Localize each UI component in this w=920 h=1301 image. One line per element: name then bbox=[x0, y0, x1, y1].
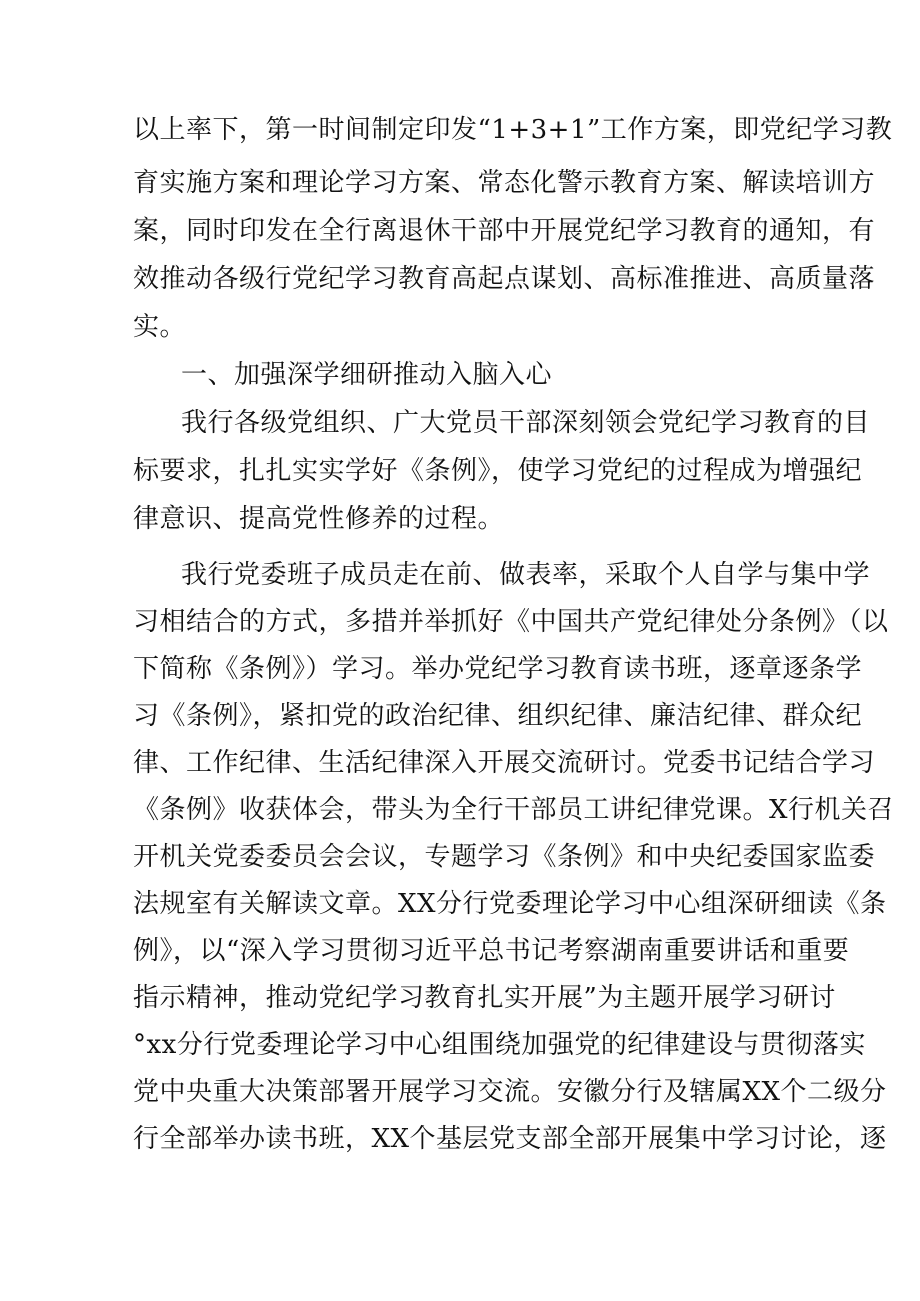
text-line: °xx分行党委理论学习中心组围绕加强党的纪律建设与贯彻落实 bbox=[133, 1030, 866, 1060]
text-line: 以上率下，第一时间制定印发“1+3+1”工作方案，即党纪学习教 bbox=[133, 115, 893, 145]
text-line: 律、工作纪律、生活纪律深入开展交流研讨。党委书记结合学习 bbox=[133, 748, 876, 778]
text-line: 效推动各级行党纪学习教育高起点谋划、高标准推进、高质量落 bbox=[133, 264, 876, 294]
text-line: 我行各级党组织、广大党员干部深刻领会党纪学习教育的目 bbox=[181, 408, 871, 438]
text-line: 习相结合的方式，多措并举抓好《中国共产党纪律处分条例》（以 bbox=[133, 607, 889, 637]
section-heading: 一、加强深学细研推动入脑入心 bbox=[181, 360, 553, 390]
text-line: 律意识、提高党性修养的过程。 bbox=[133, 504, 505, 534]
text-line: 实。 bbox=[133, 312, 187, 342]
text-line: 标要求，扎扎实实学好《条例》，使学习党纪的过程成为增强纪 bbox=[133, 456, 863, 486]
text-line: 指示精神，推动党纪学习教育扎实开展”为主题开展学习研讨 bbox=[133, 983, 836, 1013]
text-line: 行全部举办读书班，XX个基层党支部全部开展集中学习讨论，逐 bbox=[133, 1124, 887, 1154]
text-line: 下简称《条例》）学习。举办党纪学习教育读书班，逐章逐条学 bbox=[133, 654, 863, 684]
text-line: 法规室有关解读文章。XX分行党委理论学习中心组深研细读《条 bbox=[133, 889, 887, 919]
text-line: 开机关党委委员会会议，专题学习《条例》和中央纪委国家监委 bbox=[133, 842, 876, 872]
text-line: 《条例》收获体会，带头为全行干部员工讲纪律党课。X行机关召 bbox=[133, 795, 895, 825]
text-line: 我行党委班子成员走在前、做表率，采取个人自学与集中学 bbox=[181, 560, 871, 590]
text-line: 例》，以“深入学习贯彻习近平总书记考察湖南重要讲话和重要 bbox=[133, 936, 850, 966]
text-line: 案，同时印发在全行离退休干部中开展党纪学习教育的通知，有 bbox=[133, 216, 876, 246]
text-line: 党中央重大决策部署开展学习交流。安徽分行及辖属XX个二级分 bbox=[133, 1077, 887, 1107]
text-line: 育实施方案和理论学习方案、常态化警示教育方案、解读培训方 bbox=[133, 168, 876, 198]
text-line: 习《条例》，紧扣党的政治纪律、组织纪律、廉洁纪律、群众纪 bbox=[133, 701, 863, 731]
